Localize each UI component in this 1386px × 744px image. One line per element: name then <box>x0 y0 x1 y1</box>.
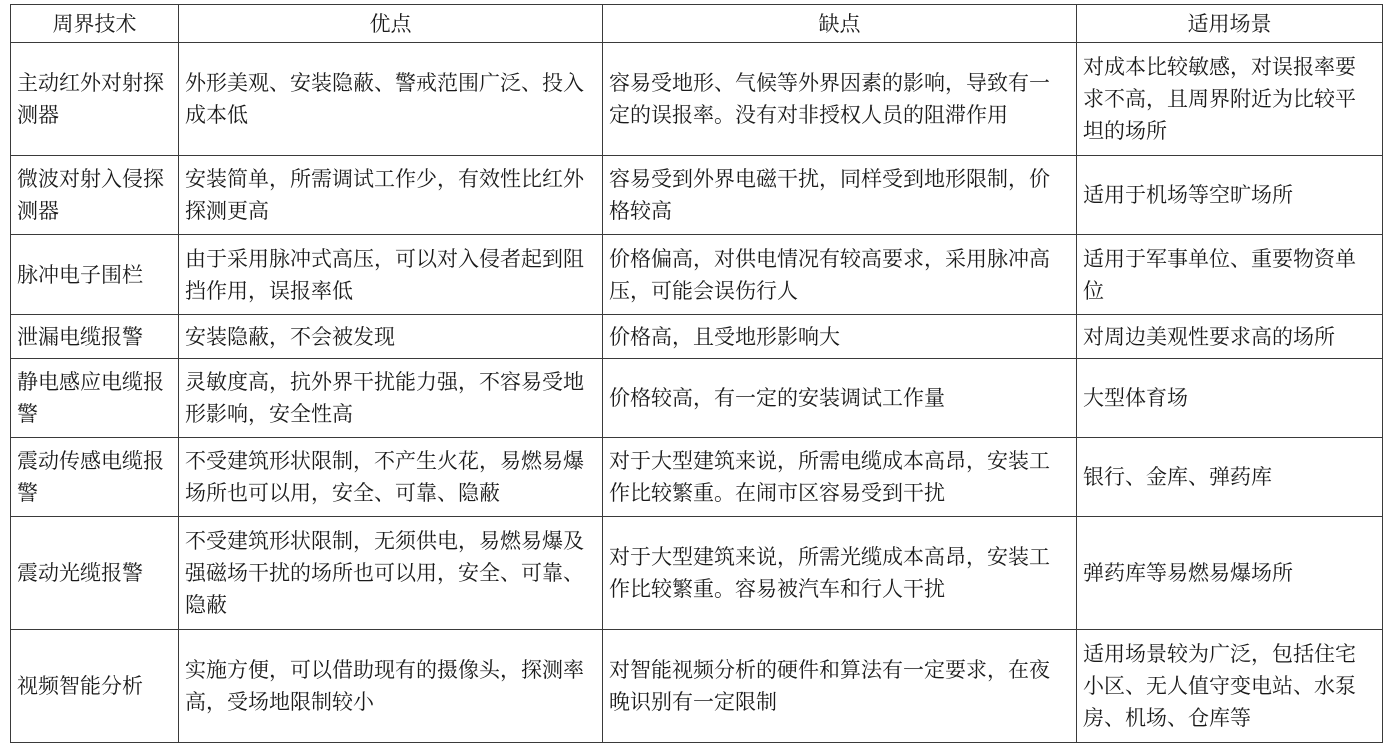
table-row <box>11 235 1383 315</box>
cell-tech: 主动红外对射探测器 <box>11 43 179 156</box>
cell-pros: 实施方便，可以借助现有的摄像头，探测率高，受场地限制较小 <box>179 630 603 743</box>
cell-scene: 对周边美观性要求高的场所 <box>1077 315 1383 359</box>
cell-scene: 适用于机场等空旷场所 <box>1077 156 1383 235</box>
table-row <box>11 156 1383 235</box>
cell-scene: 银行、金库、弹药库 <box>1077 438 1383 517</box>
cell-cons: 对于大型建筑来说，所需电缆成本高昂，安装工作比较繁重。在闹市区容易受到干扰 <box>603 438 1077 517</box>
cell-scene: 对成本比较敏感，对误报率要求不高，且周界附近为比较平坦的场所 <box>1077 43 1383 156</box>
cell-pros: 不受建筑形状限制，不产生火花，易燃易爆场所也可以用，安全、可靠、隐蔽 <box>179 438 603 517</box>
cell-scene: 大型体育场 <box>1077 359 1383 438</box>
cell-cons: 价格偏高，对供电情况有较高要求，采用脉冲高压，可能会误伤行人 <box>603 235 1077 315</box>
cell-tech: 泄漏电缆报警 <box>11 315 179 359</box>
cell-scene: 适用于军事单位、重要物资单位 <box>1077 235 1383 315</box>
cell-pros: 安装隐蔽，不会被发现 <box>179 315 603 359</box>
header-tech: 周界技术 <box>11 5 179 43</box>
cell-cons: 容易受地形、气候等外界因素的影响，导致有一定的误报率。没有对非授权人员的阻滞作用 <box>603 43 1077 156</box>
cell-tech: 微波对射入侵探测器 <box>11 156 179 235</box>
table-row <box>11 438 1383 517</box>
cell-pros: 外形美观、安装隐蔽、警戒范围广泛、投入成本低 <box>179 43 603 156</box>
cell-pros: 不受建筑形状限制，无须供电，易燃易爆及强磁场干扰的场所也可以用，安全、可靠、隐蔽 <box>179 517 603 630</box>
table-row <box>11 43 1383 156</box>
header-scene: 适用场景 <box>1077 5 1383 43</box>
cell-scene: 弹药库等易燃易爆场所 <box>1077 517 1383 630</box>
cell-pros: 灵敏度高，抗外界干扰能力强，不容易受地形影响，安全性高 <box>179 359 603 438</box>
table-row <box>11 315 1383 359</box>
cell-cons: 价格较高，有一定的安装调试工作量 <box>603 359 1077 438</box>
cell-tech: 静电感应电缆报警 <box>11 359 179 438</box>
cell-tech: 脉冲电子围栏 <box>11 235 179 315</box>
table-row <box>11 630 1383 743</box>
cell-cons: 容易受到外界电磁干扰，同样受到地形限制，价格较高 <box>603 156 1077 235</box>
table-row <box>11 517 1383 630</box>
cell-cons: 对智能视频分析的硬件和算法有一定要求，在夜晚识别有一定限制 <box>603 630 1077 743</box>
cell-tech: 视频智能分析 <box>11 630 179 743</box>
table-row <box>11 359 1383 438</box>
cell-pros: 由于采用脉冲式高压，可以对入侵者起到阻挡作用，误报率低 <box>179 235 603 315</box>
cell-pros: 安装简单，所需调试工作少，有效性比红外探测更高 <box>179 156 603 235</box>
table-header-row <box>11 5 1383 43</box>
perimeter-tech-table <box>10 4 1383 743</box>
cell-tech: 震动光缆报警 <box>11 517 179 630</box>
cell-cons: 对于大型建筑来说，所需光缆成本高昂，安装工作比较繁重。容易被汽车和行人干扰 <box>603 517 1077 630</box>
cell-scene: 适用场景较为广泛，包括住宅小区、无人值守变电站、水泵房、机场、仓库等 <box>1077 630 1383 743</box>
header-cons: 缺点 <box>603 5 1077 43</box>
cell-cons: 价格高，且受地形影响大 <box>603 315 1077 359</box>
cell-tech: 震动传感电缆报警 <box>11 438 179 517</box>
header-pros: 优点 <box>179 5 603 43</box>
